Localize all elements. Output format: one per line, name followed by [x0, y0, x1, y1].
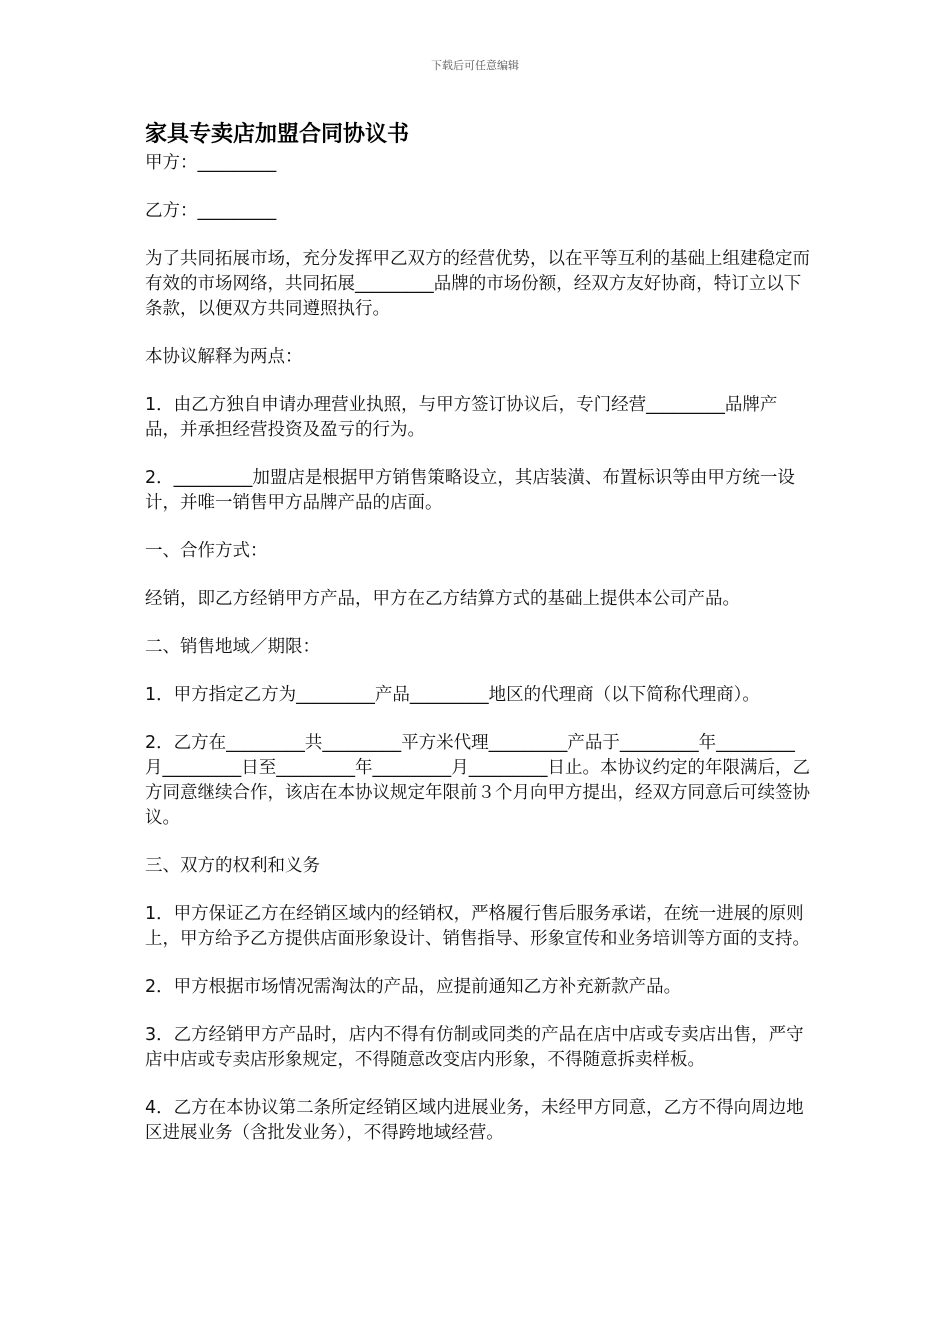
preamble-paragraph: 为了共同拓展市场，充分发挥甲乙双方的经营优势，以在平等互利的基础上组建稳定而有效的市场网络，共同拓展_________品牌的市场份额，经双方友好协商，特订立以下条款，以便双方共同遵照执行。 — [145, 249, 810, 319]
party-a-line: 甲方：_________ — [145, 153, 277, 173]
section-rights-heading: 三、双方的权利和义务 — [145, 856, 320, 876]
interpretation-heading: 本协议解释为两点： — [145, 347, 303, 367]
section-territory-heading: 二、销售地域／期限： — [145, 637, 320, 657]
rights-item-1: 1．甲方保证乙方在经销区域内的经销权，严格履行售后服务承诺，在统一进展的原则上，甲方给予乙方提供店面形象设计、销售指导、形象宣传和业务培训等方面的支持。 — [145, 904, 810, 949]
document-title: 家具专卖店加盟合同协议书 — [145, 122, 410, 147]
interpretation-item-2: 2．_________加盟店是根据甲方销售策略设立，其店装潢、布置标识等由甲方统一设计，并唯一销售甲方品牌产品的店面。 — [145, 468, 795, 513]
document-body — [145, 119, 810, 1169]
interpretation-item-1: 1．由乙方独自申请办理营业执照，与甲方签订协议后，专门经营_________品牌产品，并承担经营投资及盈亏的行为。 — [145, 395, 778, 440]
page-header-note: 下载后可任意编辑 — [431, 59, 519, 72]
territory-item-1: 1．甲方指定乙方为_________产品_________地区的代理商（以下简称代理商）。 — [145, 685, 760, 705]
section-cooperation-heading: 一、合作方式： — [145, 541, 268, 561]
party-b-line: 乙方：_________ — [145, 201, 277, 221]
territory-item-2: 2．乙方在_________共_________平方米代理_________产品于_________年_________月_________日至_________年_________月_________日止。本协议约定的年限满后，乙方同意继续合作，该店在本协议规定年限前３个月向甲方提出，经双方同意后可续签协议。 — [145, 733, 810, 828]
rights-item-3: 3．乙方经销甲方产品时，店内不得有仿制或同类的产品在店中店或专卖店出售，严守店中店或专卖店形象规定，不得随意改变店内形象，不得随意拆卖样板。 — [145, 1025, 804, 1070]
rights-item-4: 4．乙方在本协议第二条所定经销区域内进展业务，未经甲方同意，乙方不得向周边地区进展业务（含批发业务），不得跨地域经营。 — [145, 1098, 804, 1143]
rights-item-2: 2．甲方根据市场情况需淘汰的产品，应提前通知乙方补充新款产品。 — [145, 977, 682, 997]
section-cooperation-text: 经销，即乙方经销甲方产品，甲方在乙方结算方式的基础上提供本公司产品。 — [145, 589, 740, 609]
